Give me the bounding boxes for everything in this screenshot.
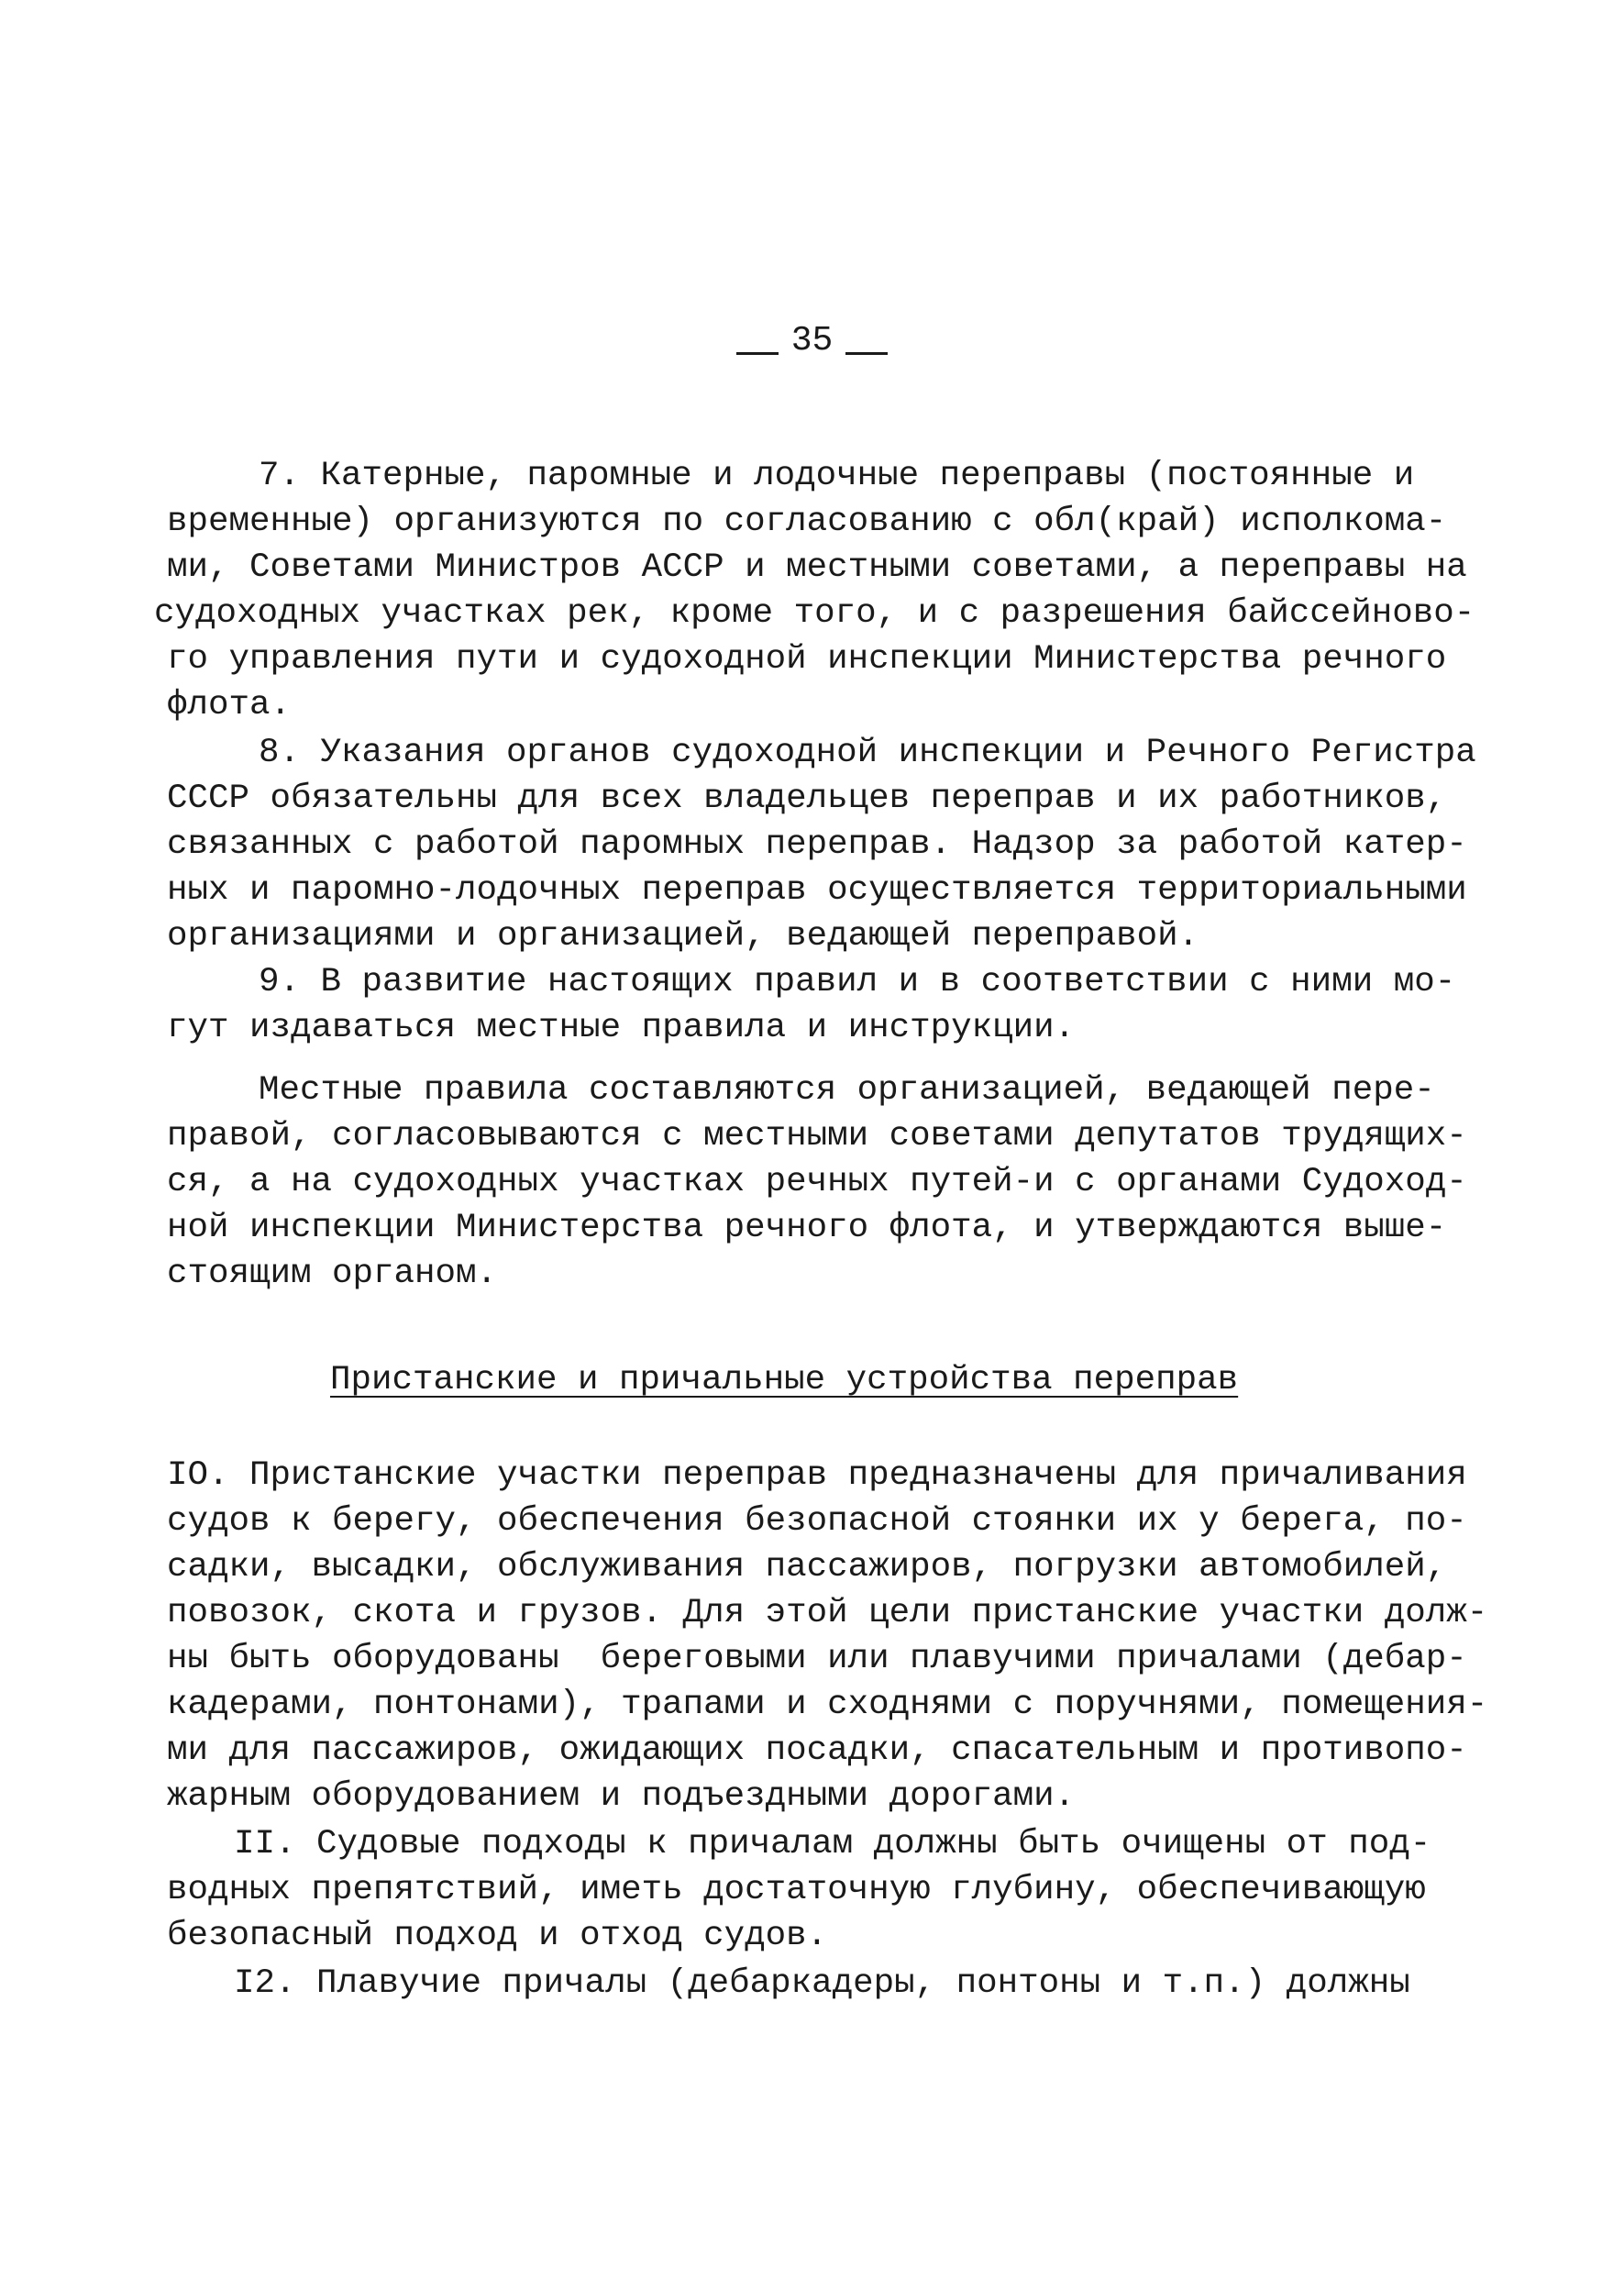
paragraph-10-line: повозок, скота и грузов. Для этой цели пристанские участки долж- — [167, 1594, 1488, 1632]
paragraph-10-line: жарным оборудованием и подъездными дорогами. — [167, 1777, 1076, 1816]
paragraph-10-line: ны быть оборудованы береговыми или плавучими причалами (дебар- — [167, 1640, 1467, 1678]
paragraph-11-line: II. Судовые подходы к причалам должны быть очищены от под- — [234, 1825, 1431, 1863]
paragraph-8-line: ных и паромно-лодочных переправ осуществляется территориальными — [167, 871, 1467, 910]
page-number-text: 35 — [790, 321, 834, 360]
paragraph-10-line: садки, высадки, обслуживания пассажиров, погрузки автомобилей, — [167, 1548, 1447, 1587]
paragraph-9b-line: Местные правила составляются организацией, ведающей пере- — [259, 1071, 1435, 1110]
paragraph-9b-line: ной инспекции Министерства речного флота, и утверждаются выше- — [167, 1209, 1447, 1247]
paragraph-7-line: 7. Катерные, паромные и лодочные переправы (постоянные и — [259, 457, 1415, 495]
paragraph-9b-line: стоящим органом. — [167, 1255, 498, 1293]
page-number-dash-left — [736, 352, 779, 355]
page-number-dash-right — [845, 352, 888, 355]
paragraph-10-line: судов к берегу, обеспечения безопасной стоянки их у берега, по- — [167, 1502, 1467, 1541]
paragraph-11-line: водных препятствий, иметь достаточную глубину, обеспечивающую — [167, 1871, 1426, 1909]
paragraph-10-line: кадерами, понтонами), трапами и сходнями с поручнями, помещения- — [167, 1686, 1488, 1724]
paragraph-8-line: СССР обязательны для всех владельцев переправ и их работников, — [167, 780, 1447, 818]
paragraph-9-line: гут издаваться местные правила и инструкции. — [167, 1009, 1076, 1047]
paragraph-8-line: связанных с работой паромных переправ. Надзор за работой катер- — [167, 825, 1467, 864]
paragraph-7-line: флота. — [167, 686, 292, 724]
paragraph-9-line: 9. В развитие настоящих правил и в соответствии с ними мо- — [259, 963, 1456, 1001]
paragraph-7-line: го управления пути и судоходной инспекции Министерства речного — [167, 640, 1447, 679]
paragraph-9b-line: ся, а на судоходных участках речных путей-и с органами Судоход- — [167, 1163, 1467, 1201]
paragraph-7-line: судоходных участках рек, кроме того, и с разрешения байссейново- — [154, 594, 1475, 633]
paragraph-8-line: 8. Указания органов судоходной инспекции и Речного Регистра — [259, 734, 1476, 772]
paragraph-11-line: безопасный подход и отход судов. — [167, 1917, 828, 1955]
paragraph-7-line: временные) организуются по согласованию с обл(край) исполкома- — [167, 503, 1447, 541]
page-number — [0, 321, 1624, 360]
paragraph-9b-line: правой, согласовываются с местными советами депутатов трудящих- — [167, 1117, 1467, 1156]
paragraph-12-line: I2. Плавучие причалы (дебаркадеры, понтоны и т.п.) должны — [234, 1964, 1410, 2003]
paragraph-10-line: IO. Пристанские участки переправ предназначены для причаливания — [167, 1456, 1467, 1495]
paragraph-8-line: организациями и организацией, ведающей переправой. — [167, 917, 1199, 956]
paragraph-7-line: ми, Советами Министров АССР и местными советами, а переправы на — [167, 548, 1467, 587]
paragraph-10-line: ми для пассажиров, ожидающих посадки, спасательным и противопо- — [167, 1731, 1467, 1770]
section-heading: Пристанские и причальные устройства переправ — [330, 1361, 1239, 1399]
